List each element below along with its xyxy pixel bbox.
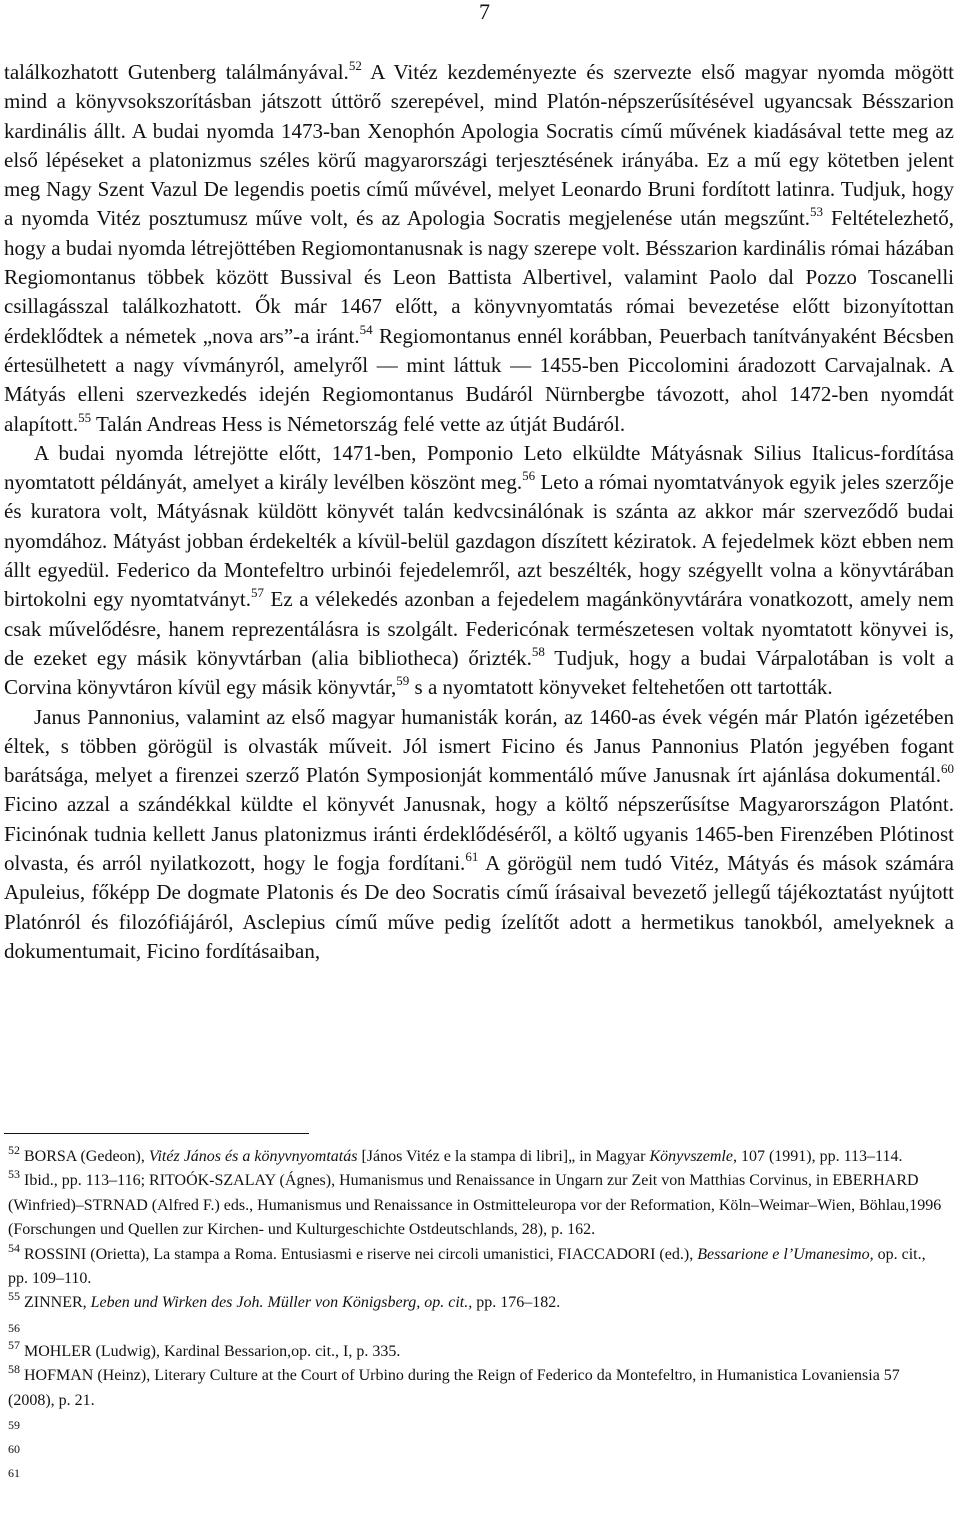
text-run: Tudjuk, hogy a budai Várpalotában is volt a Corvina könyvtáron kívül egy másik könyvtár, <box>4 645 954 700</box>
footnote-ref: 57 <box>251 585 264 601</box>
footnote-ref: 53 <box>810 204 824 220</box>
footnote-ref: 60 <box>941 761 954 777</box>
paragraph <box>4 703 954 967</box>
text-run: Leto a római nyomtatványok egyik jeles szerzője és kuratora volt, Mátyásnak küldött könyvét talán kedvcsinálónak is szánta az akkor már szerveződő budai nyomdához. Mátyást jobban érdekelték a kívül-belül gazdagon díszített kéziratok. A fejedelmek közt ebben nem állt egyedül. Federico da Montefeltro urbinói fejedelemről, azt beszélték, hogy szégyellt volna a könyvtárában birtokolni egy nyomtatványt. <box>4 470 954 612</box>
footnote-ref: 52 <box>8 1143 20 1157</box>
footnotes <box>8 1145 948 1485</box>
text-run: Ez a vélekedés azonban a fejedelem magánkönyvtárára vonatkozott, amely nem csak művelődésre, hanem reprezentálásra is szolgált. Federicónak természetesen voltak nyomtatott könyvei is, de ezeket egy másik könyvtárban (alia bibliotheca) őrizték. <box>4 587 954 670</box>
footnote-empty: 60 <box>8 1442 20 1457</box>
text-run: Ibid., pp. 113–116; RITOÓK-SZALAY (Ágnes), Humanismus und Renaissance in Ungarn zur Zeit von Matthias Corvinus, in EBERHARD (Winfried)–STRNAD (Alfred F.) eds., Humanismus und Renaissance in Ostmitteleuropa vor der Reformation, Köln–Weimar–Wien, Böhlau,1996 (Forschungen und Quellen zur Kirchen- und Kulturgeschichte Ostdeutschlands, 28), p. 162. <box>8 1172 942 1239</box>
footnote-ref: 54 <box>8 1240 20 1255</box>
text-run: , op. cit., pp. 109–110. <box>8 1245 926 1288</box>
text-run: s a nyomtatott könyveket feltehetően ott tartották. <box>409 675 833 700</box>
footnote-ref: 61 <box>465 849 479 865</box>
text-run: A budai nyomda létrejötte előtt, 1471-ben, Pomponio Leto elküldte Mátyásnak Silius Italicus-fordítása nyomtatott példányát, amelyet a király levélben köszönt meg. <box>4 440 954 495</box>
footnote-empty: 56 <box>8 1320 20 1335</box>
italic-title: Vitéz János és a könyvnyomtatás <box>148 1148 358 1165</box>
text-run: MOHLER (Ludwig), Kardinal Bessarion,op. cit., I, p. 335. <box>20 1342 401 1360</box>
footnote <box>8 1169 948 1242</box>
footnote <box>8 1145 948 1169</box>
footnote <box>8 1291 948 1315</box>
footnote <box>8 1364 948 1413</box>
paragraph <box>4 58 954 439</box>
text-run: BORSA (Gedeon), <box>20 1148 149 1165</box>
text-run: Janus Pannonius, valamint az első magyar humanisták korán, az 1460-as évek végén már Platón igézetében éltek, s többen görögül is olvasták műveit. Jól ismert Ficino és Janus Pannonius Platón jegyében fogant barátsága, melyet a firenzei szerző Platón Symposionját kommentáló műve Janusnak írt ajánlása dokumentál. <box>4 704 954 788</box>
footnote <box>8 1240 948 1292</box>
text-run: ROSSINI (Orietta), La stampa a Roma. Entusiasmi e riserve nei circoli umanistici, FIACCADORI (ed.), <box>20 1245 698 1263</box>
paragraph <box>4 439 954 703</box>
text-run: A görögül nem tudó Vitéz, Mátyás és mások számára Apuleius, főképp De dogmate Platonis és De deo Socratis című írásaival bevezető jellegű tájékoztatást nyújtott Platónról és filozófiájáról, Asclepius című műve pedig ízelítőt adott a hermetikus tanokból, amelyeknek a dokumentumait, Ficino fordításaiban, <box>4 851 954 963</box>
footnote-ref: 54 <box>359 321 373 337</box>
text-run: találkozhatott Gutenberg találmányával. <box>4 60 349 84</box>
text-run: HOFMAN (Heinz), Literary Culture at the Court of Urbino during the Reign of Federico da Montefeltro, in Humanistica Lovaniensia 57 (2008), p. 21. <box>8 1367 900 1409</box>
footnote-ref: 55 <box>78 409 92 425</box>
body-text <box>4 58 954 966</box>
italic-title: Leben und Wirken des Joh. Müller von Königsberg, op. cit., <box>90 1294 473 1312</box>
footnote-ref: 52 <box>348 58 362 73</box>
footnote-ref: 57 <box>8 1337 20 1352</box>
italic-title: Könyvszemle <box>649 1148 733 1165</box>
footnote-ref: 55 <box>8 1289 20 1304</box>
italic-title: Bessarione e l’Umanesimo <box>697 1245 870 1263</box>
footnote-ref: 59 <box>396 673 410 689</box>
footnote-empty: 61 <box>8 1466 20 1481</box>
footnote-ref: 58 <box>8 1362 20 1377</box>
text-run: A Vitéz kezdeményezte és szervezte első magyar nyomda mögött mind a könyvsokszorításban játszott úttörő szerepével, mind Platón-népszerűsítésével ugyancsak Bésszarion kardinális állt. A budai nyomda 1473-ban Xenophón Apologia Socratis című művének kiadásával tette meg az első lépéseket a platonizmus széles körű magyarországi terjesztésének irányába. Ez a mű egy kötetben jelent meg Nagy Szent Vazul De legendis poetis című művével, melyet Leonardo Bruni fordított latinra. Tudjuk, hogy a nyomda Vitéz posztumusz műve volt, és az Apologia Socratis megjelenése után megszűnt. <box>4 60 954 231</box>
text-run: [János Vitéz e la stampa di libri]„ in Magyar <box>357 1148 650 1165</box>
text-run: Ficino azzal a szándékkal küldte el könyvét Janusnak, hogy a költő népszerűsítse Magyarországon Platónt. Ficinónak tudnia kellett Janus platonizmus iránti érdeklődéséről, a költő ugyanis 1465-ben Firenzében Plótinost olvasta, és arról nyilatkozott, hogy le fogja fordítani. <box>4 792 954 876</box>
text-run: , 107 (1991), pp. 113–114. <box>732 1148 903 1165</box>
text-run: ZINNER, <box>20 1294 91 1312</box>
footnote-ref: 58 <box>531 643 545 659</box>
text-run: Talán Andreas Hess is Németország felé vette az útját Budáról. <box>91 411 626 436</box>
footnote-empty: 59 <box>8 1418 20 1433</box>
page-number: 7 <box>479 0 490 24</box>
footnote-ref: 56 <box>522 468 536 484</box>
footnote <box>8 1337 948 1364</box>
footnote-separator <box>4 1133 309 1134</box>
text-run: Feltételezhető, hogy a budai nyomda létrejöttében Regiomontanusnak is nagy szerepe volt. Bésszarion kardinális római házában Regiomontanus többek között Bussival és Leon Battista Albertivel, valamint Paolo dal Pozzo Toscanelli csillagásszal találkozhatott. Ők már 1467 előtt, a könyvnyomtatás római bevezetése előtt bizonyítottan érdeklődtek a németek „nova ars”-a iránt. <box>4 206 954 348</box>
text-run: Regiomontanus ennél korábban, Peuerbach tanítványaként Bécsben értesülhetett a nagy vívmányról, amelyről — mint láttuk — 1455-ben Piccolomini áradozott Carvajalnak. A Mátyás elleni szervezkedés idején Regiomontanus Budáról Nürnbergbe távozott, ahol 1472-ben nyomdát alapított. <box>4 323 954 436</box>
footnote-ref: 53 <box>8 1167 20 1182</box>
text-run: pp. 176–182. <box>472 1294 561 1312</box>
